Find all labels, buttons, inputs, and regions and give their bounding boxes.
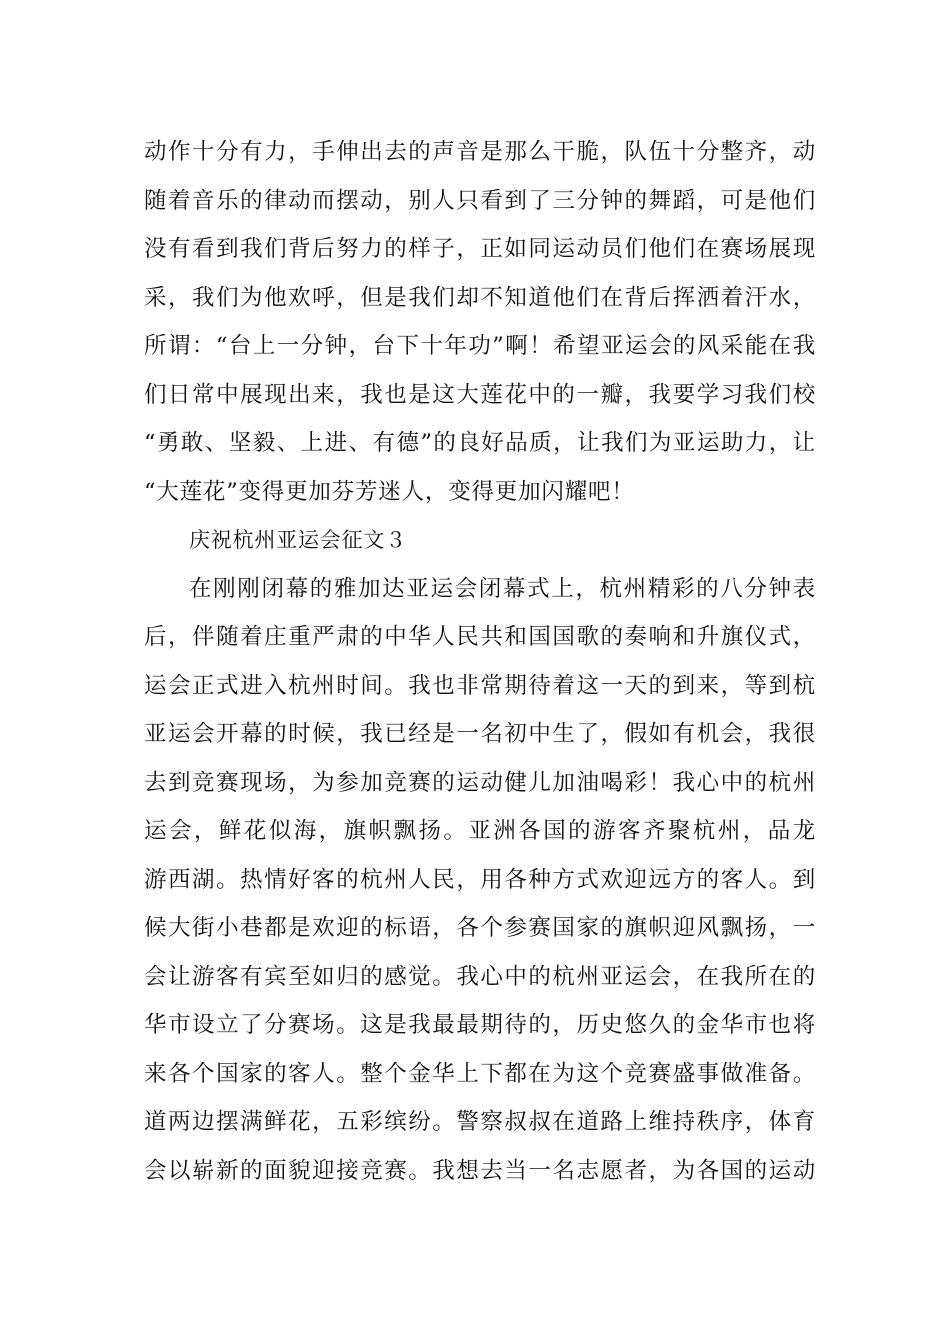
paragraph-line: 采，我们为他欢呼，但是我们却不知道他们在背后挥洒着汗水，: [144, 284, 816, 311]
paragraph-line: 道两边摆满鲜花，五彩缤纷。警察叔叔在道路上维持秩序，体育: [144, 1109, 816, 1135]
paragraph-line: 华市设立了分赛场。这是我最最期待的，历史悠久的金华市也将: [144, 1012, 816, 1038]
paragraph-line: 后，伴随着庄重严肃的中华人民共和国国歌的奏响和升旗仪式，: [144, 624, 816, 650]
paragraph-line: 亚运会开幕的时候，我已经是一名初中生了，假如有机会，我很: [144, 721, 816, 747]
paragraph-line: 会以崭新的面貌迎接竞赛。我想去当一名志愿者，为各国的运动: [144, 1157, 816, 1184]
paragraph-line: 会让游客有宾至如归的感觉。我心中的杭州亚运会，在我所在的: [144, 963, 816, 990]
paragraph-1: [144, 128, 816, 516]
paragraph-line: 随着音乐的律动而摆动，别人只看到了三分钟的舞蹈，可是他们: [144, 187, 816, 214]
document-body: [144, 128, 816, 1195]
paragraph-line: 运会正式进入杭州时间。我也非常期待着这一天的到来，等到杭: [144, 672, 816, 699]
paragraph-line: 没有看到我们背后努力的样子，正如同运动员们他们在赛场展现: [144, 236, 816, 262]
paragraph-line: 所谓：“台上一分钟，台下十年功”啊！希望亚运会的风采能在我: [144, 333, 816, 359]
paragraph-2: [144, 565, 816, 1196]
paragraph-line: “勇敢、坚毅、上进、有德”的良好品质，让我们为亚运助力，让: [144, 430, 816, 456]
paragraph-line: 在刚刚闭幕的雅加达亚运会闭幕式上，杭州精彩的八分钟表: [189, 575, 816, 602]
paragraph-line: 们日常中展现出来，我也是这大莲花中的一瓣，我要学习我们校: [144, 381, 816, 408]
paragraph-line: “大莲花”变得更加芬芳迷人，变得更加闪耀吧！: [144, 478, 635, 505]
paragraph-line: 游西湖。热情好客的杭州人民，用各种方式欢迎远方的客人。到: [144, 866, 816, 893]
paragraph-line: 运会，鲜花似海，旗帜飘扬。亚洲各国的游客齐聚杭州，品龙: [144, 818, 816, 844]
paragraph-line: 候大街小巷都是欢迎的标语，各个参赛国家的旗帜迎风飘扬，一: [144, 915, 816, 941]
paragraph-line: 动作十分有力，手伸出去的声音是那么干脆，队伍十分整齐，动: [144, 139, 816, 165]
paragraph-line: 去到竞赛现场，为参加竞赛的运动健儿加油喝彩！我心中的杭州: [144, 769, 816, 796]
paragraph-line: 来各个国家的客人。整个金华上下都在为这个竞赛盛事做准备。: [144, 1060, 816, 1087]
section-title: 庆祝杭州亚运会征文３: [189, 528, 407, 552]
